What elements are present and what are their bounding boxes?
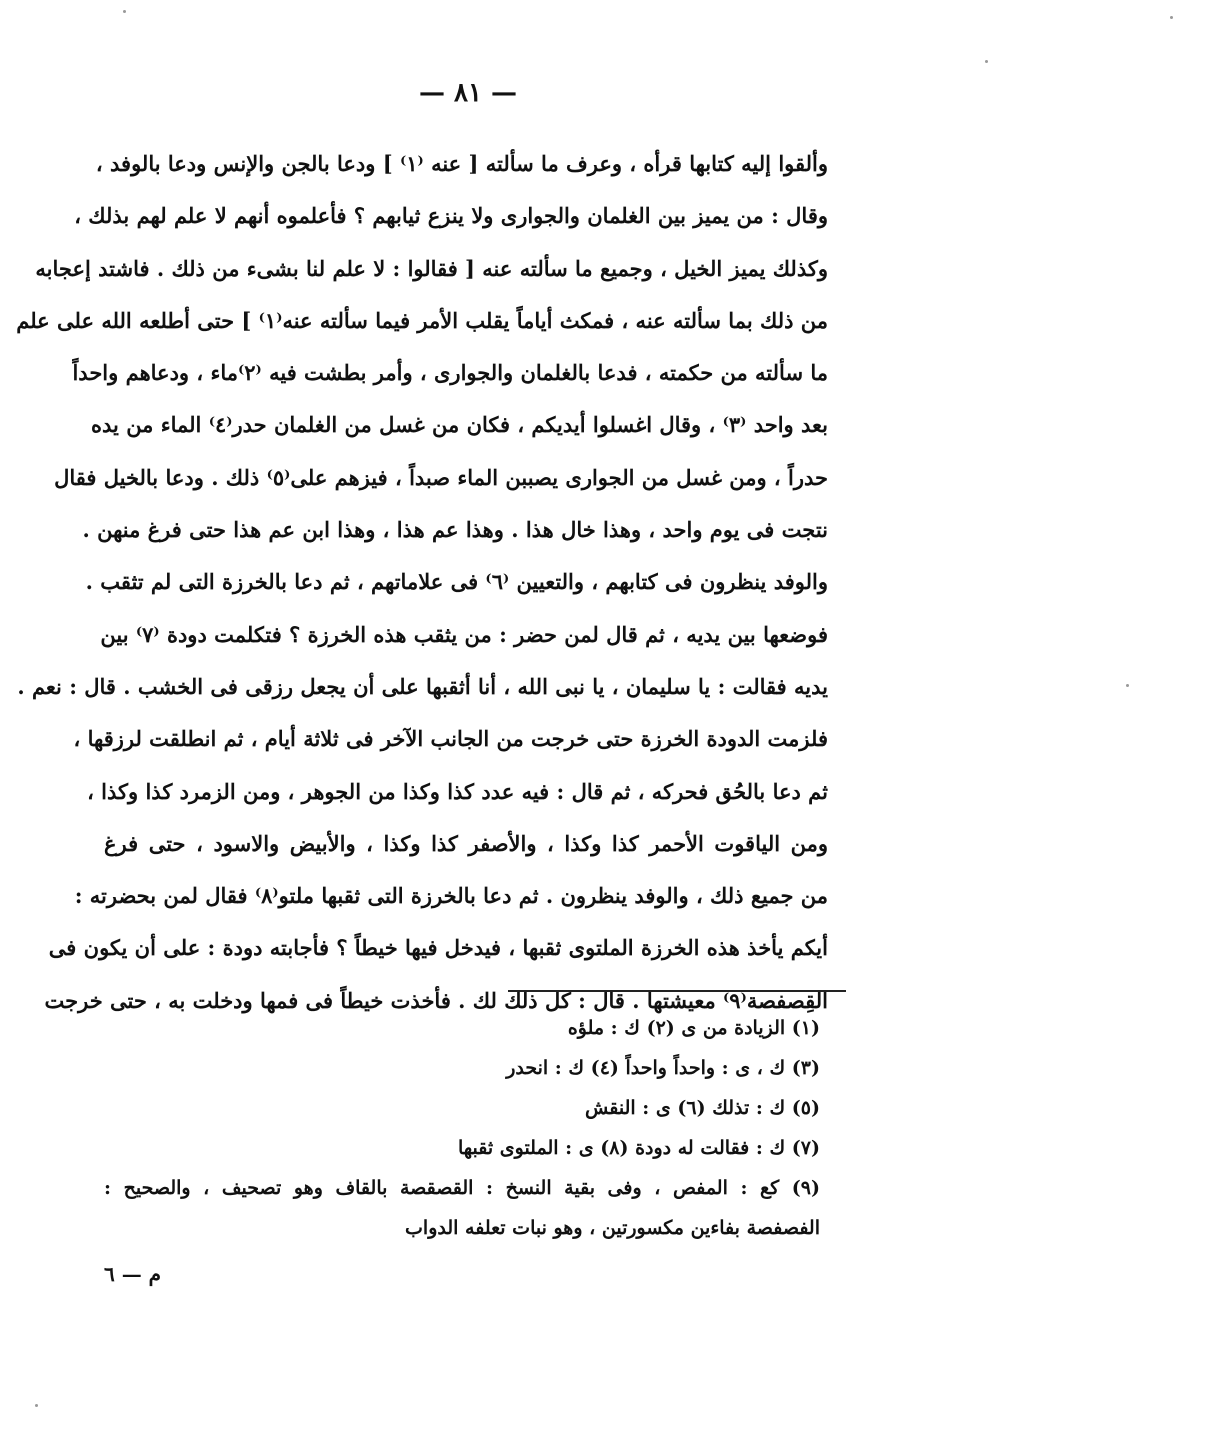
text-line: أيكم يأخذ هذه الخرزة الملتوى ثقبها ، فيدخل فيها خيطاً ؟ فأجابته دودة : على أن يكون فى <box>48 935 828 961</box>
text-line: من ذلك بما سألته عنه ، فمكث أياماً يقلب الأمر فيما سألته عنه⁽١⁾ ] حتى أطلعه الله على علم <box>16 307 828 333</box>
scan-speck <box>1126 684 1129 687</box>
footnote-line: (٧) ك : فقالت له دودة (٨) ى : الملتوى ثقبها <box>457 1137 820 1159</box>
text-line: ومن الياقوت الأحمر كذا وكذا ، والأصفر كذا وكذا ، والأبيض والاسود ، حتى فرغ <box>104 830 828 856</box>
text-line: وكذلك يميز الخيل ، وجميع ما سألته عنه [ فقالوا : لا علم لنا بشىء من ذلك . فاشتد إعجابه <box>35 255 828 281</box>
text-line: وألقوا إليه كتابها قرأه ، وعرف ما سألته [ عنه ⁽١⁾ ] ودعا بالجن والإنس ودعا بالوفد ، <box>95 151 828 176</box>
text-line: نتجت فى يوم واحد ، وهذا خال هذا . وهذا عم هذا ، وهذا ابن عم هذا حتى فرغ منهن . <box>82 517 828 543</box>
text-line: حدراً ، ومن غسل من الجوارى يصببن الماء صبداً ، فيزهم على⁽٥⁾ ذلك . ودعا بالخيل فقال <box>54 464 828 490</box>
page-number: — ٨١ — <box>418 78 518 108</box>
footnotes <box>104 1008 820 1248</box>
scan-speck <box>35 1404 38 1407</box>
scan-speck <box>123 10 126 13</box>
text-line: القِصفصة⁽٩⁾ معيشتها . قال : كل ذلك لك . فأخذت خيطاً فى فمها ودخلت به ، حتى خرجت <box>44 987 828 1013</box>
text-line: فلزمت الدودة الخرزة حتى خرجت من الجانب الآخر فى ثلاثة أيام ، ثم انطلقت لرزقها ، <box>73 726 828 752</box>
footnote-line: (٩) كع : المفص ، وفى بقية النسخ : القصقصة بالقاف وهو تصحيف ، والصحيح : <box>104 1177 820 1199</box>
text-line: والوفد ينظرون فى كتابهم ، والتعيين ⁽٦⁾ فى علاماتهم ، ثم دعا بالخرزة التى لم تثقب . <box>85 569 828 595</box>
text-line: فوضعها بين يديه ، ثم قال لمن حضر : من يثقب هذه الخرزة ؟ فتكلمت دودة ⁽٧⁾ بين <box>100 621 828 647</box>
scan-speck <box>1170 16 1173 19</box>
footnote-line: (١) الزيادة من ى (٢) ك : ملؤه <box>567 1017 820 1039</box>
scan-speck <box>985 60 988 63</box>
text-line: بعد واحد ⁽٣⁾ ، وقال اغسلوا أيديكم ، فكان من غسل من الغلمان حدر⁽٤⁾ الماء من يده <box>91 412 828 438</box>
text-line: يديه فقالت : يا سليمان ، يا نبى الله ، أنا أثقبها على أن يجعل رزقى فى الخشب . قال : نعم . <box>17 673 828 699</box>
text-line: ثم دعا بالحُق فحركه ، ثم قال : فيه عدد كذا وكذا من الجوهر ، ومن الزمرد كذا وكذا ، <box>87 778 828 804</box>
main-text-block <box>16 138 828 1027</box>
footnote-line: الفصفصة بفاءين مكسورتين ، وهو نبات تعلفه الدواب <box>405 1217 820 1239</box>
text-line: وقال : من يميز بين الغلمان والجوارى ولا ينزع ثيابهم ؟ فأعلموه أنهم لا علم لهم بذلك ، <box>74 203 828 229</box>
signature-mark: م — ٦ <box>104 1262 162 1286</box>
text-line: من جميع ذلك ، والوفد ينظرون . ثم دعا بالخرزة التى ثقبها ملتو⁽٨⁾ فقال لمن بحضرته : <box>74 883 828 909</box>
footnote-divider <box>508 990 846 992</box>
footnote-line: (٥) ك : تذلك (٦) ى : النقش <box>585 1097 820 1119</box>
footnote-line: (٣) ك ، ى : واحداً واحداً (٤) ك : انحدر <box>506 1057 820 1079</box>
text-line: ما سألته من حكمته ، فدعا بالغلمان والجوارى ، وأمر بطشت فيه ⁽٢⁾ماء ، ودعاهم واحداً <box>72 360 828 386</box>
